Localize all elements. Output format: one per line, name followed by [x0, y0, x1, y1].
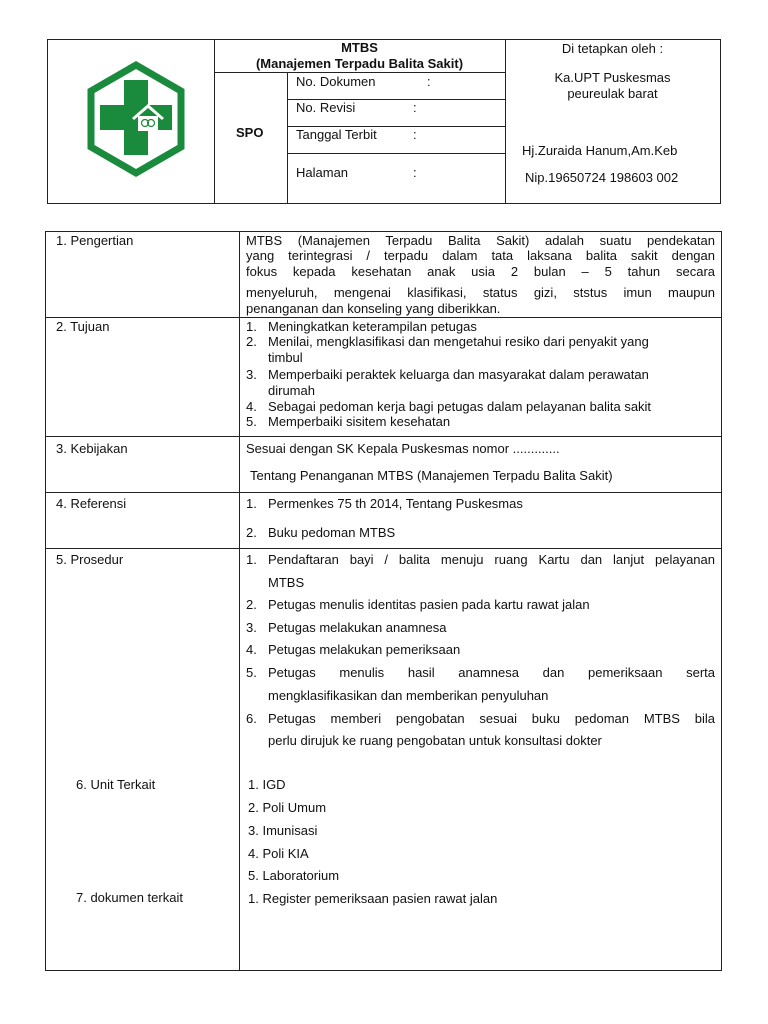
list-number: 2. — [246, 597, 257, 612]
approval-office-location: peureulak barat — [567, 86, 658, 101]
approval-nip: Nip.19650724 198603 002 — [525, 170, 679, 185]
list-item: Petugas melakukan anamnesa — [268, 620, 447, 635]
approval-name: Hj.Zuraida Hanum,Am.Keb — [522, 143, 678, 158]
approval-heading: Di tetapkan oleh : — [561, 41, 664, 56]
list-number: 6. — [246, 711, 257, 726]
section-label-referensi: 4. Referensi — [56, 496, 127, 511]
list-number: 1. — [246, 552, 257, 567]
list-item-cont: perlu dirujuk ke ruang pengobatan untuk konsultasi dokter — [268, 733, 602, 748]
list-item: 1. Register pemeriksaan pasien rawat jalan — [248, 891, 498, 906]
list-number: 2. — [246, 334, 257, 349]
kebijakan-text: Sesuai dengan SK Kepala Puskesmas nomor ............. — [246, 441, 560, 456]
list-item: 4. Poli KIA — [248, 846, 309, 861]
approval-office: Ka.UPT Puskesmas — [554, 70, 671, 85]
puskesmas-logo-icon — [86, 60, 186, 178]
list-item: 2. Poli Umum — [248, 800, 327, 815]
list-item: Petugas melakukan pemeriksaan — [268, 642, 461, 657]
doc-subtitle: (Manajemen Terpadu Balita Sakit) — [255, 56, 464, 71]
list-item-cont: dirumah — [268, 383, 315, 398]
field-colon: : — [427, 74, 431, 89]
list-item: Petugas menulis identitas pasien pada kartu rawat jalan — [268, 597, 590, 612]
spo-label: SPO — [236, 125, 264, 140]
field-label: Halaman — [296, 165, 349, 180]
field-colon: : — [413, 165, 417, 180]
list-number: 3. — [246, 367, 257, 382]
list-item: Permenkes 75 th 2014, Tentang Puskesmas — [268, 496, 523, 511]
pengertian-line: fokus kepada kesehatan anak usia 2 bulan – 5 tahun secara — [246, 264, 715, 279]
list-number: 3. — [246, 620, 257, 635]
list-item-cont: mengklasifikasikan dan memberikan penyuluhan — [268, 688, 549, 703]
pengertian-line: menyeluruh, mengenai klasifikasi, status gizi, ststus imun maupun — [246, 285, 715, 300]
list-number: 1. — [246, 319, 257, 334]
list-item: 5. Laboratorium — [248, 868, 340, 883]
list-item: 3. Imunisasi — [248, 823, 318, 838]
field-label: No. Revisi — [296, 100, 356, 115]
list-item: Pendaftaran bayi / balita menuju ruang Kartu dan lanjut pelayanan — [268, 552, 715, 567]
field-label: No. Dokumen — [296, 74, 376, 89]
pengertian-line: yang terintegrasi / terpadu dalam tata laksana balita sakit dengan — [246, 248, 715, 263]
section-label-tujuan: 2. Tujuan — [56, 319, 110, 334]
list-item-cont: MTBS — [268, 575, 305, 590]
list-item: Meningkatkan keterampilan petugas — [268, 319, 477, 334]
pengertian-line: penanganan dan konseling yang diberikkan. — [246, 301, 501, 316]
list-item: Menilai, mengklasifikasi dan mengetahui resiko dari penyakit yang — [268, 334, 649, 349]
list-number: 5. — [246, 414, 257, 429]
section-label-pengertian: 1. Pengertian — [56, 233, 134, 248]
list-number: 4. — [246, 642, 257, 657]
section-label-unit-terkait: 6. Unit Terkait — [76, 777, 156, 792]
section-label-prosedur: 5. Prosedur — [56, 552, 124, 567]
list-item: Petugas menulis hasil anamnesa dan pemeriksaan serta — [268, 665, 715, 680]
list-number: 5. — [246, 665, 257, 680]
field-colon: : — [413, 127, 417, 142]
list-item: 1. IGD — [248, 777, 286, 792]
list-number: 1. — [246, 496, 257, 511]
list-number: 2. — [246, 525, 257, 540]
list-number: 4. — [246, 399, 257, 414]
list-item: Memperbaiki sisitem kesehatan — [268, 414, 451, 429]
section-label-dokumen-terkait: 7. dokumen terkait — [76, 890, 183, 905]
pengertian-line: MTBS (Manajemen Terpadu Balita Sakit) adalah suatu pendekatan — [246, 233, 715, 248]
field-label: Tanggal Terbit — [296, 127, 377, 142]
doc-title: MTBS — [341, 40, 378, 55]
list-item: Petugas memberi pengobatan sesuai buku pedoman MTBS bila — [268, 711, 715, 726]
section-label-kebijakan: 3. Kebijakan — [56, 441, 128, 456]
list-item: Sebagai pedoman kerja bagi petugas dalam pelayanan balita sakit — [268, 399, 652, 414]
list-item: Memperbaiki peraktek keluarga dan masyarakat dalam perawatan — [268, 367, 649, 382]
kebijakan-text: Tentang Penanganan MTBS (Manajemen Terpadu Balita Sakit) — [250, 468, 613, 483]
field-colon: : — [413, 100, 417, 115]
list-item-cont: timbul — [268, 350, 303, 365]
list-item: Buku pedoman MTBS — [268, 525, 396, 540]
